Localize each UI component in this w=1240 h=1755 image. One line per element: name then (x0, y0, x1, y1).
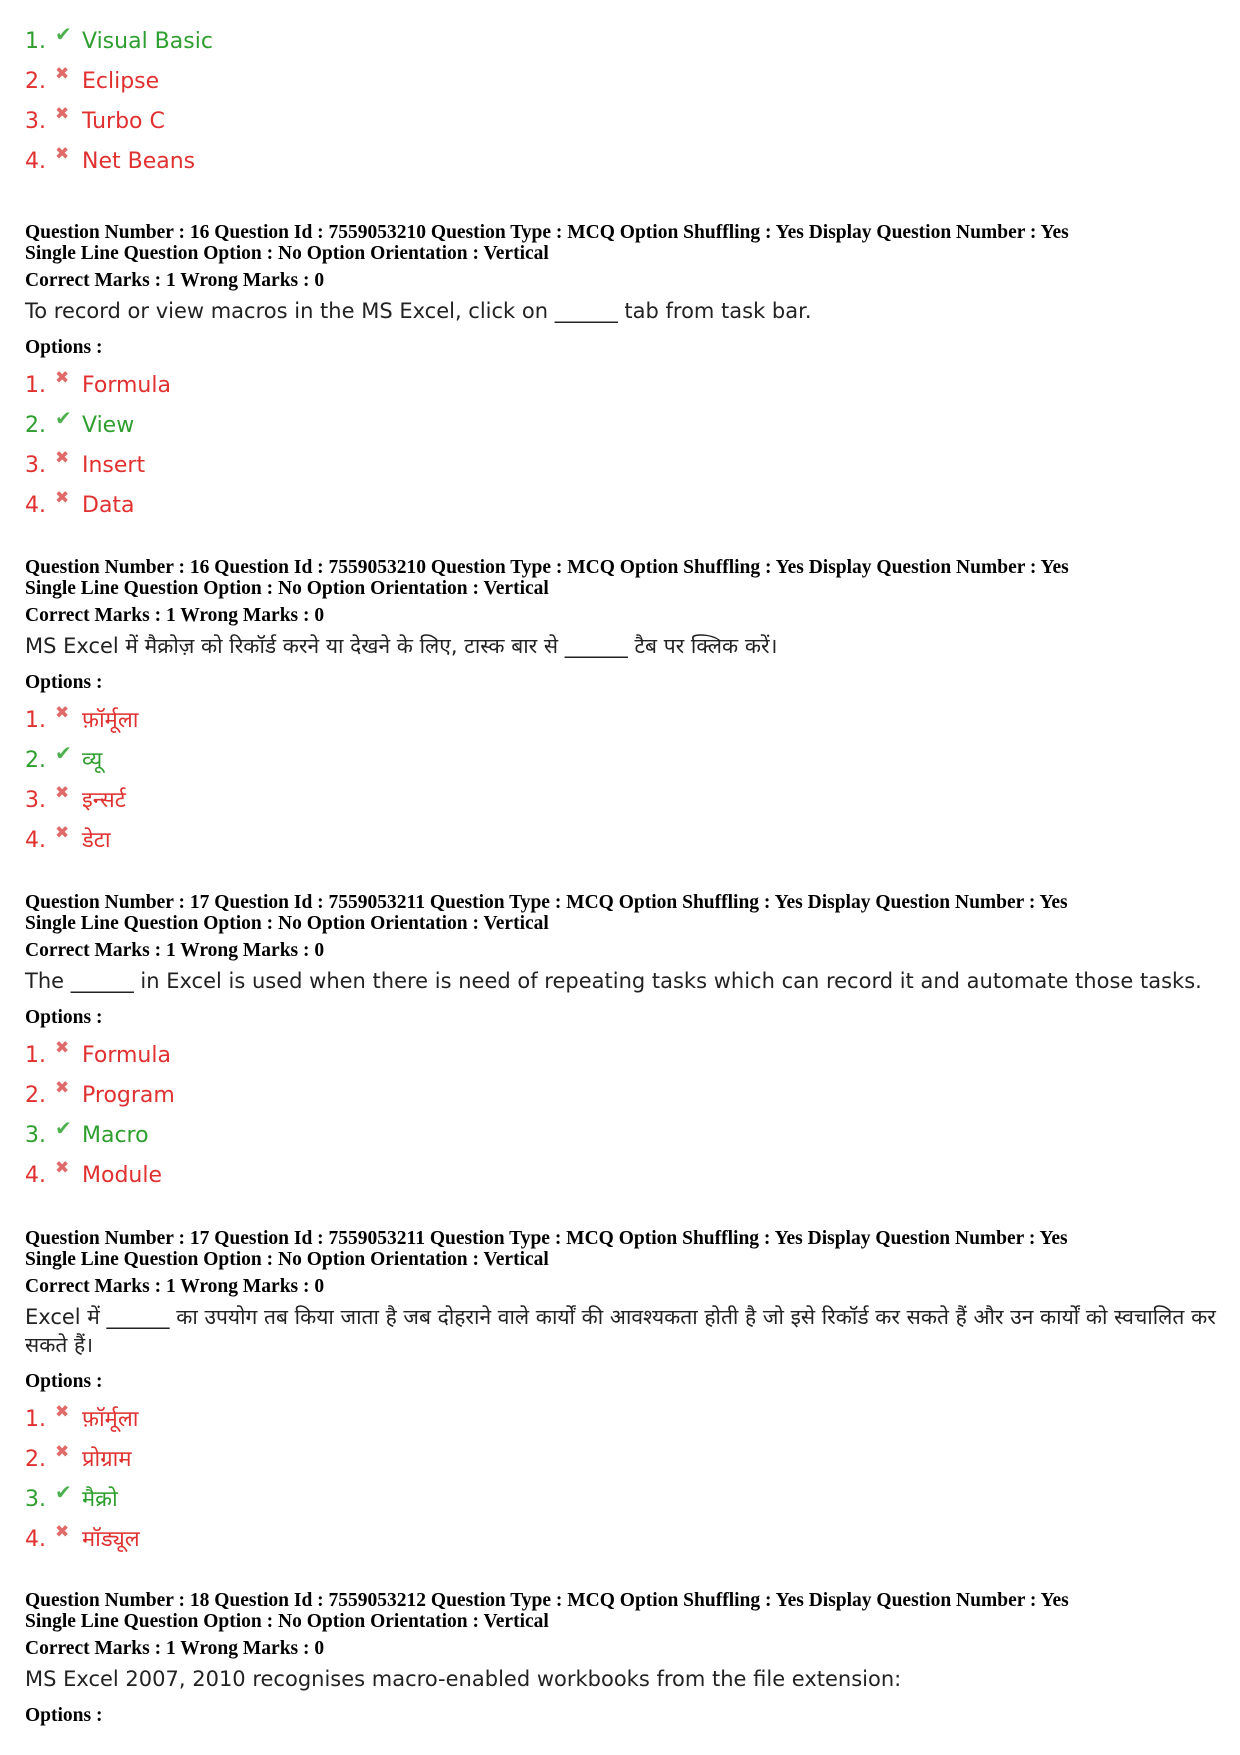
option-item (25, 406, 1220, 446)
option-text: मॉड्यूल (82, 1527, 140, 1552)
option-text: Insert (82, 453, 146, 478)
option-text: मैक्रो (82, 1487, 118, 1512)
option-number: 2. (25, 413, 46, 438)
question-text: MS Excel में मैक्रोज़ को रिकॉर्ड करने या देखने के लिए, टास्क बार से ______ टैब पर क्लिक करें। (25, 634, 778, 658)
cross-icon: ✖ (55, 1442, 70, 1462)
option-item (25, 142, 213, 182)
option-list (25, 701, 1220, 861)
option-text: इन्सर्ट (82, 788, 126, 813)
options-label: Options : (25, 1371, 103, 1392)
check-icon: ✔ (55, 22, 72, 46)
option-item (25, 821, 1220, 861)
cross-icon: ✖ (55, 64, 70, 84)
cross-icon: ✖ (55, 783, 70, 803)
question-meta-line2: Single Line Question Option : No Option Orientation : Vertical (25, 1249, 549, 1270)
option-text: Module (82, 1163, 162, 1188)
question-meta-line2: Single Line Question Option : No Option Orientation : Vertical (25, 578, 549, 599)
option-text: डेटा (82, 828, 111, 853)
question-marks: Correct Marks : 1 Wrong Marks : 0 (25, 1276, 325, 1297)
option-item (25, 701, 1220, 741)
option-number: 3. (25, 1487, 46, 1512)
check-icon: ✔ (55, 741, 72, 765)
question-marks: Correct Marks : 1 Wrong Marks : 0 (25, 270, 325, 291)
option-number: 1. (25, 373, 46, 398)
option-number: 3. (25, 109, 46, 134)
question-meta-line1: Question Number : 17 Question Id : 7559053211 Question Type : MCQ Option Shuffling : Yes Display Question Number : Yes (25, 892, 1068, 913)
option-number: 4. (25, 828, 46, 853)
option-number: 2. (25, 1083, 46, 1108)
question-block (25, 557, 1220, 861)
option-item (25, 741, 1220, 781)
option-item (25, 1520, 1220, 1560)
option-item (25, 1400, 1220, 1440)
option-item (25, 781, 1220, 821)
option-item (25, 1480, 1220, 1520)
option-item (25, 102, 213, 142)
question-meta-line1: Question Number : 16 Question Id : 7559053210 Question Type : MCQ Option Shuffling : Yes Display Question Number : Yes (25, 222, 1069, 243)
option-item (25, 62, 213, 102)
option-list (25, 366, 1220, 526)
question-block (25, 222, 1220, 526)
cross-icon: ✖ (55, 368, 70, 388)
options-label: Options : (25, 337, 103, 358)
cross-icon: ✖ (55, 1522, 70, 1542)
question-marks: Correct Marks : 1 Wrong Marks : 0 (25, 940, 325, 961)
option-number: 2. (25, 748, 46, 773)
option-text: Macro (82, 1123, 149, 1148)
option-item (25, 486, 1220, 526)
options-label: Options : (25, 1007, 103, 1028)
option-text: Program (82, 1083, 175, 1108)
question-block (25, 1228, 1220, 1560)
options-label: Options : (25, 1705, 103, 1726)
option-text: Formula (82, 373, 171, 398)
question-text: Excel में ______ का उपयोग तब किया जाता है जब दोहराने वाले कार्यों की आवश्यकता होती है जो इसे रिकॉर्ड कर सकते हैं और उन कार्यों को स्वचालित कर सकते हैं। (25, 1305, 1216, 1357)
option-text: Visual Basic (82, 29, 213, 54)
question-meta-line2: Single Line Question Option : No Option Orientation : Vertical (25, 1611, 549, 1632)
option-number: 1. (25, 1043, 46, 1068)
cross-icon: ✖ (55, 1038, 70, 1058)
option-list (25, 1400, 1220, 1560)
option-item (25, 1116, 1220, 1156)
option-number: 3. (25, 1123, 46, 1148)
option-item (25, 1440, 1220, 1480)
cross-icon: ✖ (55, 488, 70, 508)
option-number: 2. (25, 69, 46, 94)
option-number: 4. (25, 149, 46, 174)
option-text: फ़ॉर्मूला (82, 708, 139, 733)
cross-icon: ✖ (55, 104, 70, 124)
question-meta-line2: Single Line Question Option : No Option Orientation : Vertical (25, 913, 549, 934)
cross-icon: ✖ (55, 144, 70, 164)
option-text: Formula (82, 1043, 171, 1068)
option-number: 3. (25, 453, 46, 478)
question-block (25, 892, 1220, 1196)
option-text: Turbo C (82, 109, 165, 134)
question-meta-line1: Question Number : 18 Question Id : 7559053212 Question Type : MCQ Option Shuffling : Yes Display Question Number : Yes (25, 1590, 1069, 1611)
option-text: Data (82, 493, 135, 518)
question-text: MS Excel 2007, 2010 recognises macro-enabled workbooks from the file extension: (25, 1667, 902, 1691)
option-number: 1. (25, 29, 46, 54)
option-number: 1. (25, 1407, 46, 1432)
option-number: 4. (25, 1163, 46, 1188)
option-list (25, 1036, 1220, 1196)
question-marks: Correct Marks : 1 Wrong Marks : 0 (25, 605, 325, 626)
cross-icon: ✖ (55, 448, 70, 468)
option-text: फ़ॉर्मूला (82, 1407, 139, 1432)
check-icon: ✔ (55, 406, 72, 430)
option-item (25, 1036, 1220, 1076)
check-icon: ✔ (55, 1480, 72, 1504)
option-list (25, 22, 213, 182)
option-text: प्रोग्राम (82, 1447, 132, 1472)
option-number: 4. (25, 493, 46, 518)
option-number: 3. (25, 788, 46, 813)
option-item (25, 366, 1220, 406)
question-marks: Correct Marks : 1 Wrong Marks : 0 (25, 1638, 325, 1659)
question-block (25, 1590, 1220, 1734)
option-number: 2. (25, 1447, 46, 1472)
option-text: Net Beans (82, 149, 196, 174)
question-meta-line1: Question Number : 16 Question Id : 7559053210 Question Type : MCQ Option Shuffling : Yes Display Question Number : Yes (25, 557, 1069, 578)
cross-icon: ✖ (55, 1078, 70, 1098)
option-number: 1. (25, 708, 46, 733)
option-item (25, 1156, 1220, 1196)
cross-icon: ✖ (55, 1402, 70, 1422)
option-item (25, 446, 1220, 486)
option-number: 4. (25, 1527, 46, 1552)
cross-icon: ✖ (55, 1158, 70, 1178)
option-item (25, 1076, 1220, 1116)
question-text: The ______ in Excel is used when there is need of repeating tasks which can record it and automate those tasks. (25, 969, 1202, 993)
option-item (25, 22, 213, 62)
option-text: Eclipse (82, 69, 160, 94)
option-text: View (82, 413, 135, 438)
question-meta-line2: Single Line Question Option : No Option Orientation : Vertical (25, 243, 549, 264)
cross-icon: ✖ (55, 703, 70, 723)
cross-icon: ✖ (55, 823, 70, 843)
check-icon: ✔ (55, 1116, 72, 1140)
option-text: व्यू (82, 748, 103, 773)
question-text: To record or view macros in the MS Excel, click on ______ tab from task bar. (25, 299, 812, 323)
options-label: Options : (25, 672, 103, 693)
question-meta-line1: Question Number : 17 Question Id : 7559053211 Question Type : MCQ Option Shuffling : Yes Display Question Number : Yes (25, 1228, 1068, 1249)
